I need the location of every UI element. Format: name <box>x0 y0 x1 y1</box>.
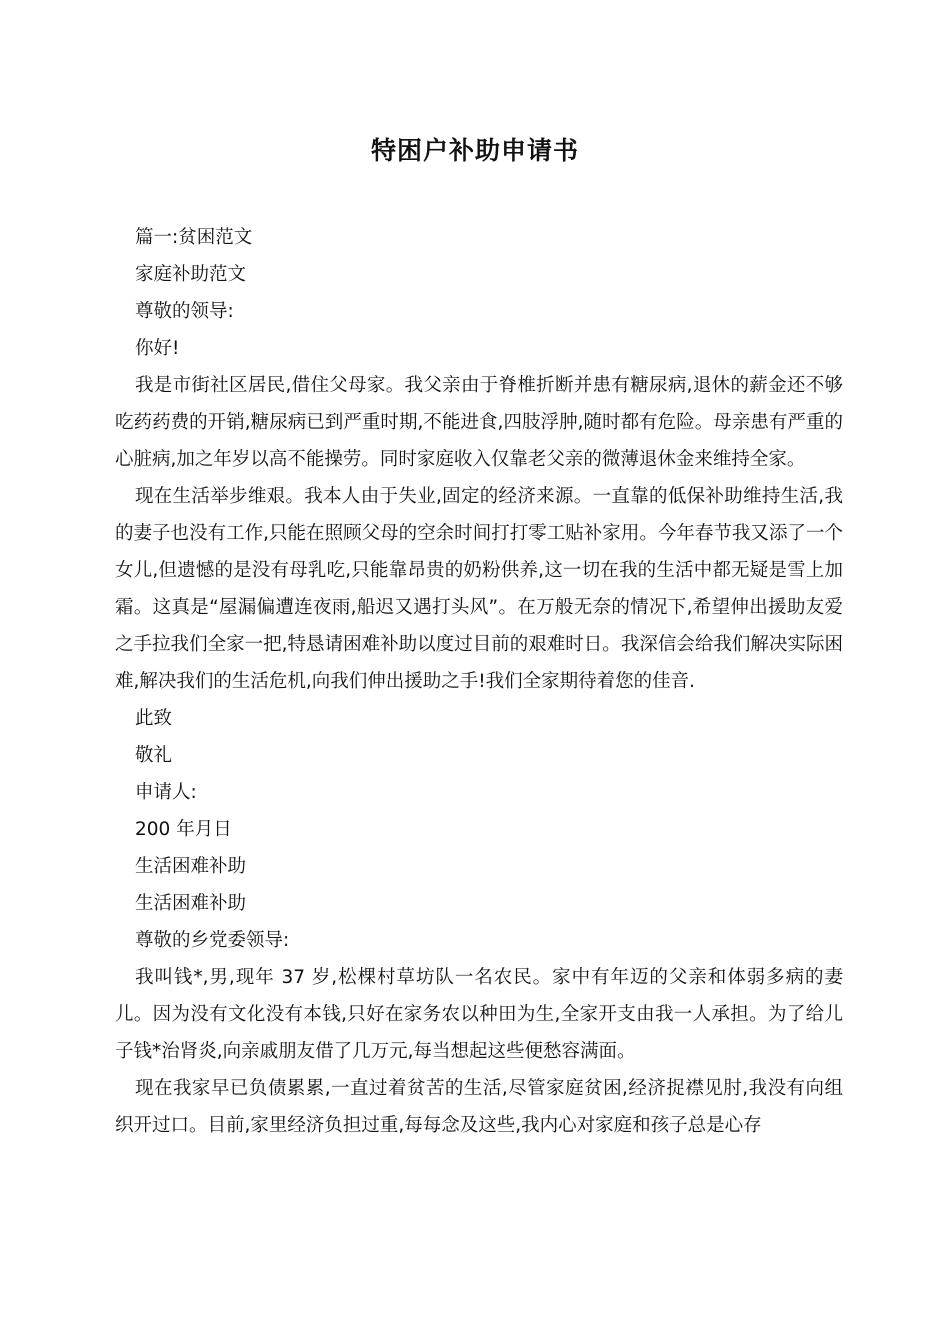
applicant-label: 申请人: <box>135 782 197 803</box>
date-line: 200 年月日 <box>135 819 232 840</box>
body-paragraph: 现在我家早已负债累累,一直过着贫苦的生活,尽管家庭贫困,经济捉襟见肘,我没有向组织开过口。目前,家里经济负担过重,每每念及这些,我内心对家庭和孩子总是心存 <box>115 1078 843 1136</box>
body-paragraph: 现在生活举步维艰。我本人由于失业,固定的经济来源。一直靠的低保补助维持生活,我的妻子也没有工作,只能在照顾父母的空余时间打打零工贴补家用。今年春节我又添了一个女儿,但遗憾的是没有母乳吃,只能靠昂贵的奶粉供养,这一切在我的生活中都无疑是雪上加霜。这真是“屋漏偏遭连夜雨,船迟又遇打头风”。在万般无奈的情况下,希望伸出援助友爱之手拉我们全家一把,特恳请困难补助以度过目前的艰难时日。我深信会给我们解决实际困难,解决我们的生活危机,向我们伸出援助之手!我们全家期待着您的佳音. <box>115 486 843 692</box>
section-heading: 篇一:贫困范文 <box>135 227 253 248</box>
salutation: 尊敬的乡党委领导: <box>135 930 290 951</box>
section-subtitle: 生活困难补助 <box>135 893 247 914</box>
body-paragraph: 我是市街社区居民,借住父母家。我父亲由于脊椎折断并患有糖尿病,退休的薪金还不够吃药药费的开销,糖尿病已到严重时期,不能进食,四肢浮肿,随时都有危险。母亲患有严重的心脏病,加之年岁以高不能操劳。同时家庭收入仅靠老父亲的微薄退休金来维持全家。 <box>115 375 843 470</box>
section-subtitle: 家庭补助范文 <box>135 264 247 285</box>
closing-line: 此致 <box>135 708 173 729</box>
document-body <box>115 219 843 1144</box>
document-title: 特困户补助申请书 <box>370 136 579 165</box>
salutation: 尊敬的领导: <box>135 301 234 322</box>
body-paragraph: 我叫钱*,男,现年 37 岁,松棵村草坊队一名农民。家中有年迈的父亲和体弱多病的妻儿。因为没有文化没有本钱,只好在家务农以种田为生,全家开支由我一人承担。为了给儿子钱*治肾炎,向亲戚朋友借了几万元,每当想起这些便愁容满面。 <box>115 967 843 1062</box>
section-heading: 生活困难补助 <box>135 856 247 877</box>
greeting: 你好! <box>135 338 180 359</box>
closing-line: 敬礼 <box>135 745 173 766</box>
